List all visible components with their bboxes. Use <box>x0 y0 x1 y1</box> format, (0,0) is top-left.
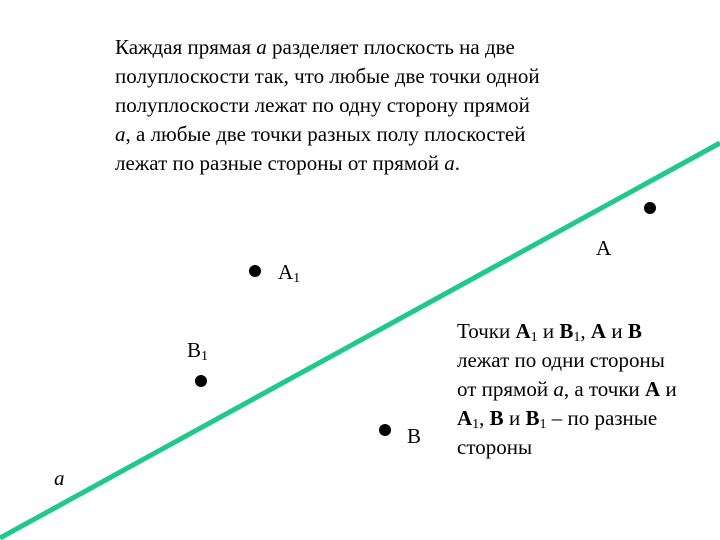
intro-line <box>115 149 615 178</box>
intro-line <box>115 62 615 91</box>
caption-run: A <box>590 319 607 343</box>
caption-run: a <box>553 377 564 401</box>
caption-run: и <box>537 319 560 343</box>
line-a-label: a <box>54 466 65 490</box>
point-b1-dot <box>195 375 207 387</box>
caption-run: B <box>525 406 540 430</box>
point-b-dot <box>379 424 391 436</box>
caption-line <box>457 404 719 433</box>
caption-run: стороны <box>457 435 533 459</box>
caption-run: 1 <box>573 330 581 345</box>
caption-run: 1 <box>472 417 480 432</box>
point-a-label: A <box>596 236 612 260</box>
caption-run: , а точки <box>563 377 646 401</box>
caption-run: и <box>503 406 526 430</box>
intro-run: a <box>444 151 455 175</box>
caption-run: – по разные <box>546 406 658 430</box>
caption-run: A <box>457 406 473 430</box>
intro-text <box>115 33 615 178</box>
intro-line <box>115 33 615 62</box>
point-a-dot <box>644 202 656 214</box>
caption-line <box>457 433 719 462</box>
caption-run: от прямой <box>457 377 554 401</box>
caption-line <box>457 346 719 375</box>
point-b-label: B <box>407 424 422 448</box>
caption-line <box>457 317 719 346</box>
intro-run: , а любые две точки разных полу плоскостей <box>125 122 526 146</box>
caption-run: B <box>489 406 504 430</box>
caption-run: 1 <box>539 417 547 432</box>
intro-run: лежат по разные стороны от прямой <box>115 151 445 175</box>
caption-run: B <box>627 319 642 343</box>
caption-run: 1 <box>530 330 538 345</box>
point-a1-dot <box>249 265 261 277</box>
intro-run: . <box>454 151 460 175</box>
intro-run: полуплоскости так, что любые две точки одной <box>115 64 540 88</box>
intro-run: a <box>256 35 267 59</box>
caption-run: B <box>559 319 574 343</box>
intro-line <box>115 91 615 120</box>
caption-run: и <box>606 319 628 343</box>
intro-line <box>115 120 615 149</box>
intro-run: разделяет плоскость на две <box>266 35 515 59</box>
caption-run: A <box>515 319 531 343</box>
intro-run: a <box>115 122 126 146</box>
caption-run: , <box>479 406 490 430</box>
caption-run: Точки <box>457 319 516 343</box>
caption-run: A <box>645 377 661 401</box>
point-b1-label: $B_1$ <box>187 338 209 364</box>
point-a1-label: $A_1$ <box>278 260 301 286</box>
caption-run: и <box>660 377 677 401</box>
caption-run: лежат по одни стороны <box>457 348 665 372</box>
caption-line <box>457 375 719 404</box>
caption-run: , <box>580 319 591 343</box>
intro-run: Каждая прямая <box>115 35 257 59</box>
caption-text <box>457 317 719 462</box>
intro-run: полуплоскости лежат по одну сторону прямой <box>115 93 530 117</box>
